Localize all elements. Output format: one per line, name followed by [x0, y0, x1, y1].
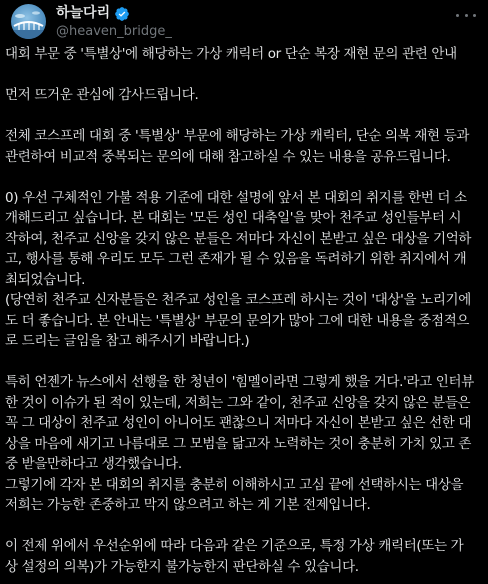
more-dot: [465, 14, 468, 17]
tweet-header: [10, 0, 478, 44]
tweet-text-line: 저희는 가능한 존중하고 막지 않으려고 하는 게 기본 전제입니다.: [5, 497, 371, 513]
paragraph-gap: [5, 352, 485, 373]
tweet-text-line: 특히 언젠가 뉴스에서 선행을 한 청년이 '힘멜이라면 그렇게 했을 거다.'라고 인터뷰: [5, 374, 474, 390]
more-dot: [473, 14, 476, 17]
tweet-text-line: 상 설정의 의복)가 가능한지 불가능한지 판단하실 수 있습니다.: [5, 558, 359, 575]
tweet-text: [5, 44, 485, 577]
tweet-text-line: 꼭 그 대상이 천주교 성인이 아니어도 괜찮으니 저마다 자신이 본받고 싶은 선한 대: [5, 415, 472, 431]
display-name-row: [56, 5, 172, 22]
tweet-text-line: 상을 마음에 새기고 나름대로 그 모범을 닮고자 노력하는 것이 충분히 가치 있고 존: [5, 435, 472, 452]
paragraph-gap: [5, 167, 485, 188]
tweet-text-line: 대회 부문 중 '특별상'에 해당하는 가상 캐릭터 or 단순 복장 재현 문의 관련 안내: [5, 46, 457, 62]
paragraph-gap: [5, 516, 485, 537]
more-options-icon[interactable]: [456, 8, 476, 22]
tweet-text-line: 한 것이 이슈가 된 적이 있는데, 저희는 그와 같이, 천주교 신앙을 갖지 않은 분들은: [5, 394, 471, 411]
tweet-text-line: 도 더 좋습니다. 본 안내는 '특별상' 부문의 문의가 많아 그에 대한 내용을 중점적으: [5, 312, 470, 329]
more-dot: [456, 14, 459, 17]
tweet-text-line: 고, 행사를 통해 우리도 모두 그런 존재가 될 수 있음을 독려하기 위한 취지에서 개: [5, 251, 467, 267]
tweet-text-line: 전체 코스프레 대회 중 '특별상' 부문에 해당하는 가상 캐릭터, 단순 의복 재현 등과: [5, 128, 470, 144]
tweet-text-line: 로 드리는 글임을 참고 해주시기 바랍니다.): [5, 333, 250, 349]
display-name[interactable]: 하늘다리: [56, 5, 111, 21]
tweet-text-line: (당연히 천주교 신자분들은 천주교 성인을 코스프레 하시는 것이 '대상'을 노리기에: [5, 292, 471, 308]
tweet-text-line: 작하여, 천주교 신앙을 갖지 않은 분들은 저마다 자신이 본받고 싶은 대상을 기억하: [5, 230, 472, 247]
handle[interactable]: @heaven_bridge_: [56, 24, 172, 39]
verified-badge-icon: [114, 6, 130, 22]
tweet-text-line: 0) 우선 구체적인 가불 적용 기준에 대한 설명에 앞서 본 대회의 취지를 한번 더 소: [5, 189, 467, 206]
tweet-text-line: 이 전제 위에서 우선순위에 따라 다음과 같은 기준으로, 특정 가상 캐릭터(또는 가: [5, 538, 464, 554]
account-names: [56, 5, 172, 41]
paragraph-gap: [5, 106, 485, 127]
tweet-text-line: 개해드리고 싶습니다. 본 대회는 '모든 성인 대축일'을 맞아 천주교 성인들부터 시: [5, 210, 462, 226]
avatar[interactable]: [11, 4, 46, 39]
tweet-text-line: 최되었습니다.: [5, 271, 86, 288]
tweet-text-line: 관련하여 비교적 중복되는 문의에 대해 참고하실 수 있는 내용을 공유드립니다.: [5, 148, 451, 165]
tweet-text-line: 그렇기에 각자 본 대회의 취지를 충분히 이해하시고 고심 끝에 선택하시는 대상을: [5, 476, 464, 493]
avatar-image: [11, 4, 46, 39]
tweet-text-line: 중 받을만하다고 생각했습니다.: [5, 456, 182, 472]
paragraph-gap: [5, 65, 485, 86]
tweet-text-line: 먼저 뜨거운 관심에 감사드립니다.: [5, 87, 199, 103]
